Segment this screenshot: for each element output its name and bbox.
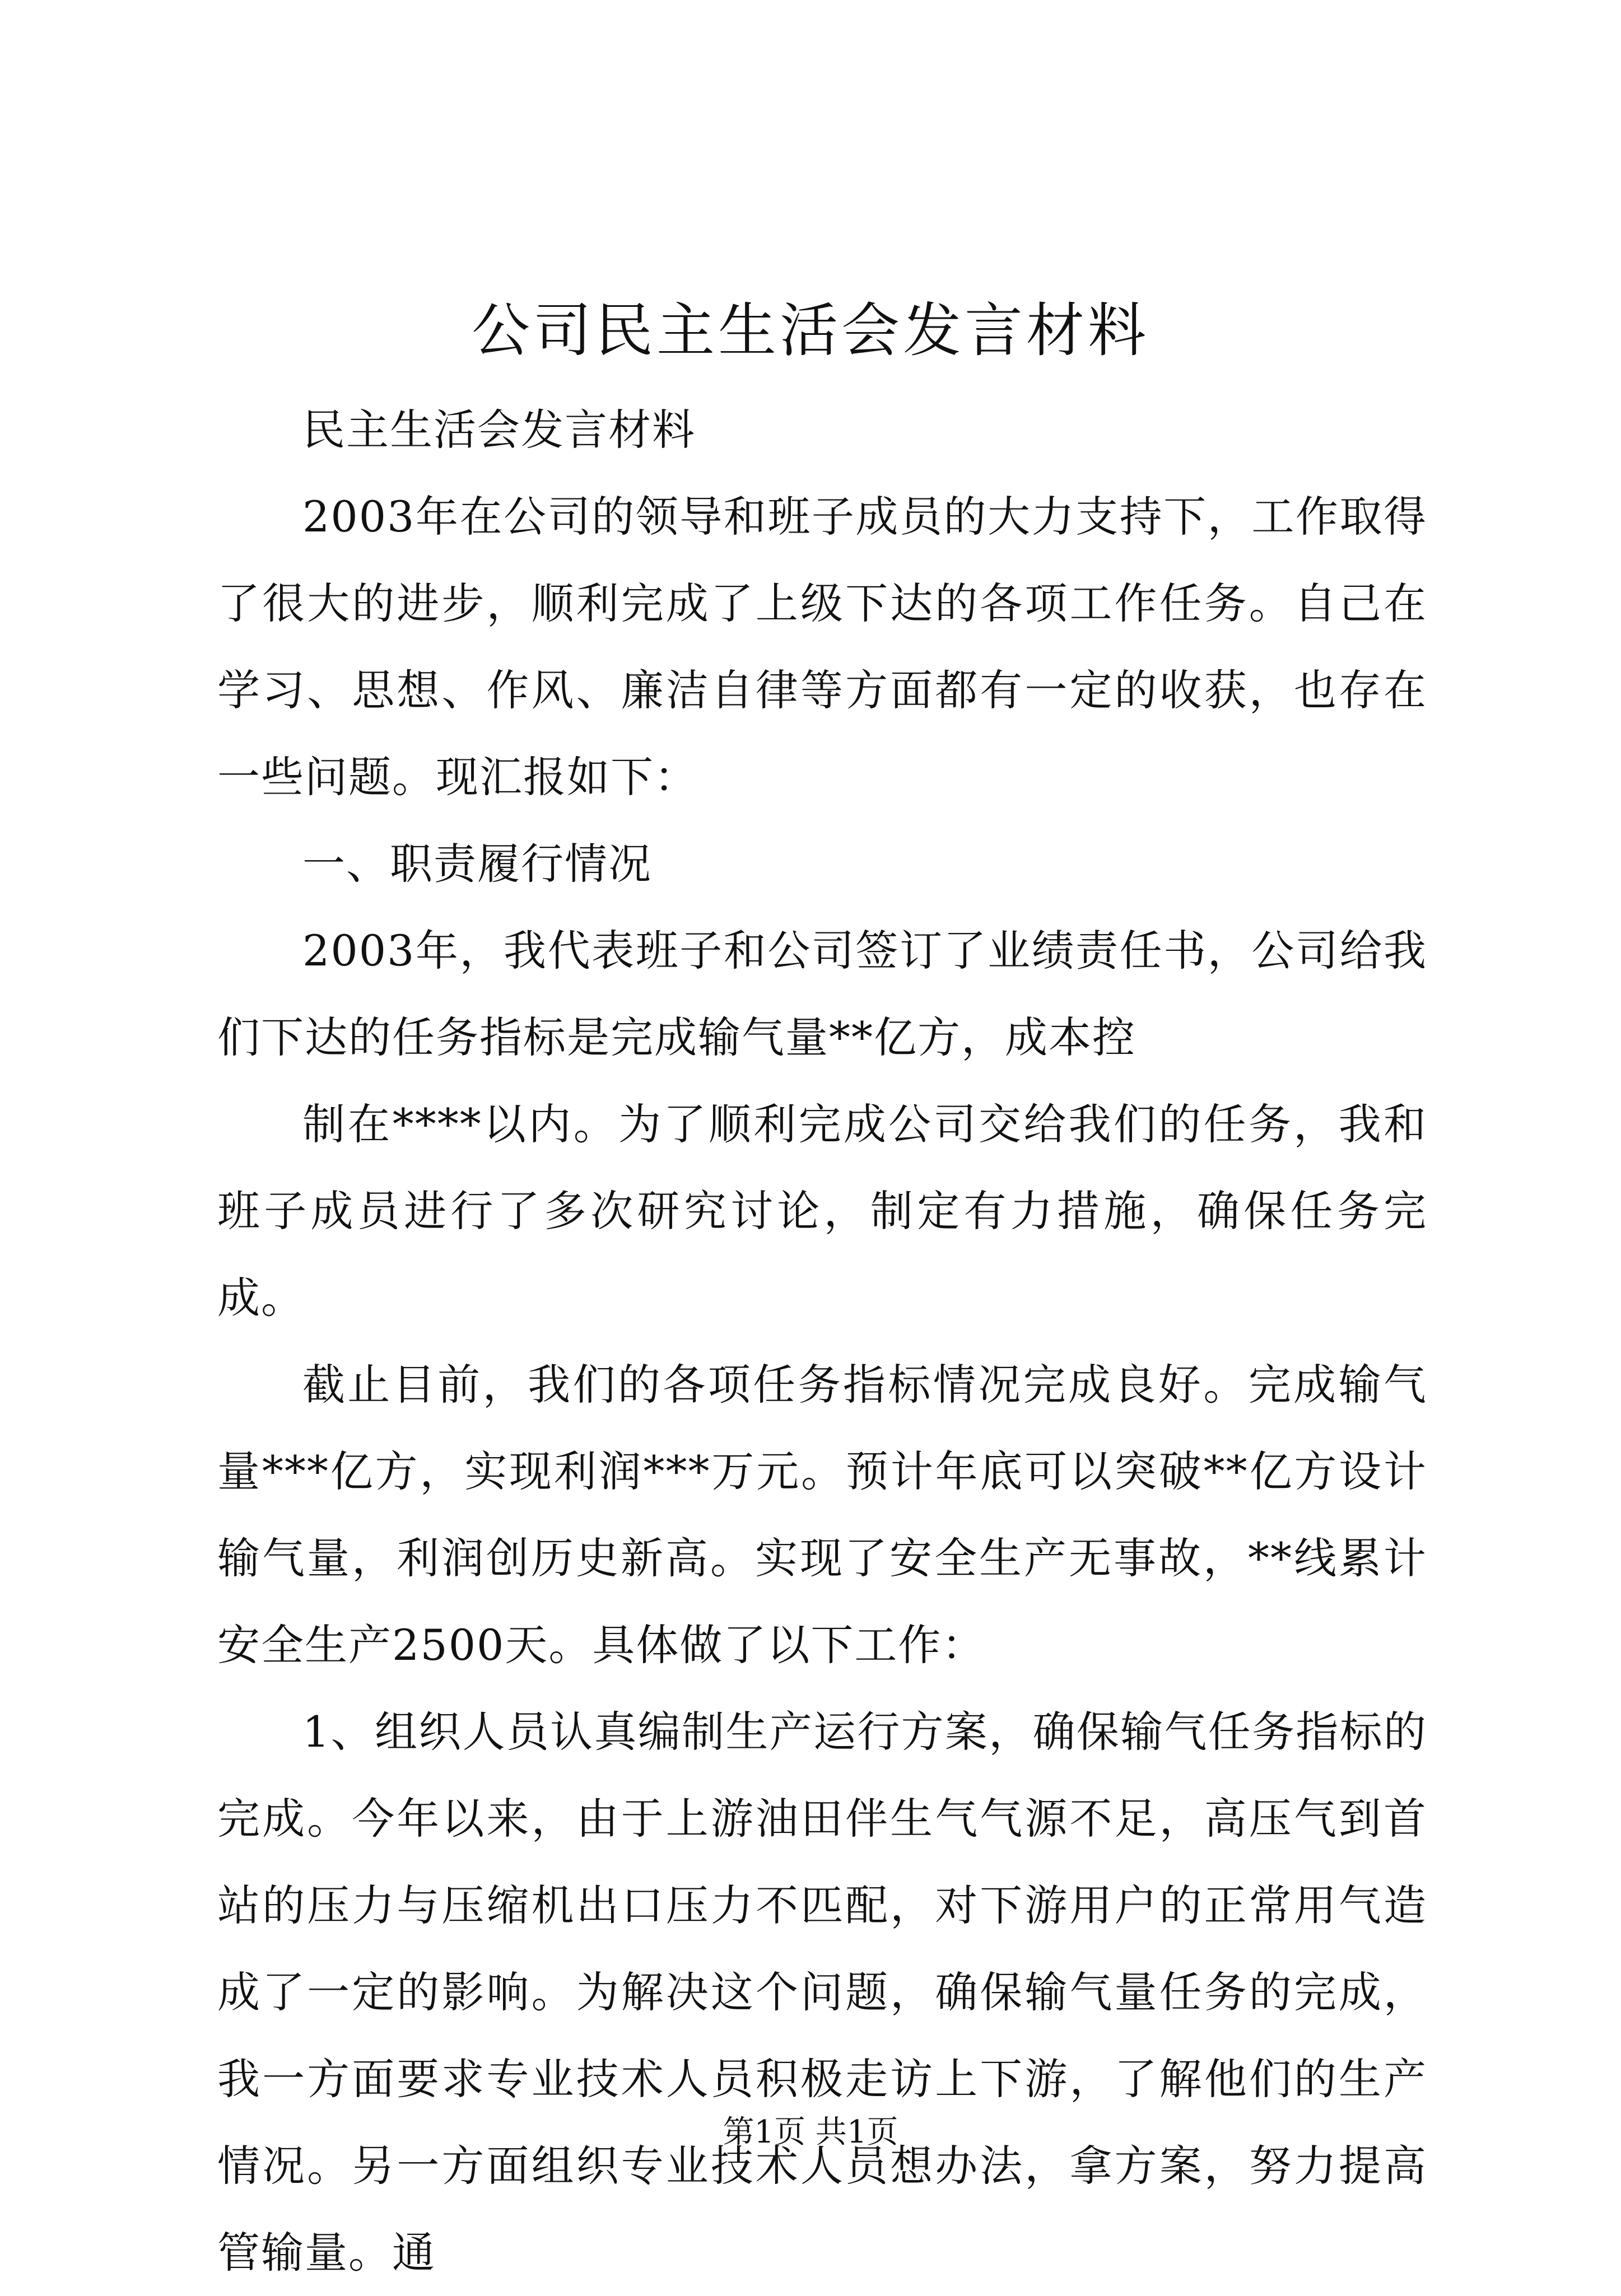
paragraph-cost-control: 制在****以内。为了顺利完成公司交给我们的任务，我和班子成员进行了多次研究讨论，制定有力措施，确保任务完成。 bbox=[217, 1099, 1427, 1323]
document-title: 公司民主生活会发言材料 bbox=[471, 296, 1149, 365]
paragraph-progress: 截止目前，我们的各项任务指标情况完成良好。完成输气量***亿方，实现利润***万元。预计年底可以突破**亿方设计输气量，利润创历史新高。实现了安全生产无事故，**线累计安全生产2500天。具体做了以下工作： bbox=[217, 1360, 1427, 1670]
paragraph-intro: 2003年在公司的领导和班子成员的大力支持下，工作取得了很大的进步，顺利完成了上级下达的各项工作任务。自己在学习、思想、作风、廉洁自律等方面都有一定的收获，也存在一些问题。现汇报如下： bbox=[217, 492, 1427, 802]
paragraph-item-1: 1、组织人员认真编制生产运行方案，确保输气任务指标的完成。今年以来，由于上游油田伴生气气源不足，高压气到首站的压力与压缩机出口压力不匹配，对下游用户的正常用气造成了一定的影响。为解决这个问题，确保输气量任务的完成，我一方面要求专业技术人员积极走访上下游，了解他们的生产情况。另一方面组织专业技术人员想办法，拿方案，努力提高管输量。通 bbox=[217, 1707, 1427, 2278]
section-heading-duties: 一、职责履行情况 bbox=[302, 839, 652, 889]
page-footer bbox=[0, 2110, 1621, 2155]
page-number: 第1页 共1页 bbox=[723, 2114, 898, 2150]
document-body bbox=[217, 386, 1427, 2296]
paragraph-responsibility: 2003年，我代表班子和公司签订了业绩责任书，公司给我们下达的任务指标是完成输气量**亿方，成本控 bbox=[217, 926, 1427, 1062]
paragraph-subtitle: 民主生活会发言材料 bbox=[302, 405, 696, 455]
